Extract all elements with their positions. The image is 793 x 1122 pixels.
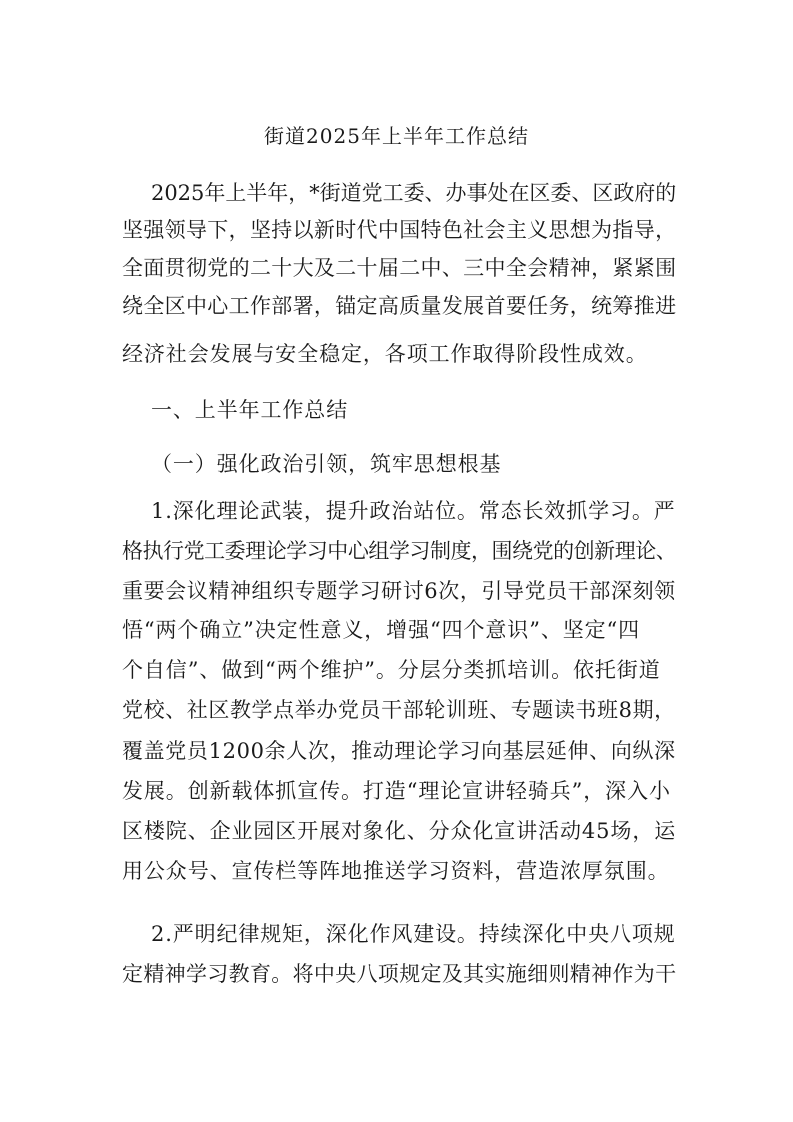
paragraph-line: 格执行党工委理论学习中心组学习制度，围绕党的创新理论、 [122,539,677,563]
paragraph-line: 党校、社区教学点举办党员干部轮训班、专题读书班8期， [122,698,676,722]
intro-line: 全面贯彻党的二十大及二十届二中、三中全会精神，紧紧围 [122,256,677,280]
paragraph-line: 个自信”、做到“两个维护”。分层分类抓培训。依托街道 [122,658,661,682]
paragraph-line: 发展。创新载体抓宣传。打造“理论宣讲轻骑兵”，深入小 [122,779,671,803]
intro-line: 经济社会发展与安全稳定，各项工作取得阶段性成效。 [122,342,648,366]
section-heading: 一、上半年工作总结 [151,398,349,422]
paragraph-line: 悟“两个确立”决定性意义，增强“四个意识”、坚定“四 [122,618,641,642]
intro-line: 2025年上半年，*街道党工委、办事处在区委、区政府的 [151,181,677,205]
subsection-heading: （一）强化政治引领，筑牢思想根基 [151,452,502,476]
paragraph-line: 覆盖党员1200余人次，推动理论学习向基层延伸、向纵深 [122,739,676,763]
paragraph-line: 定精神学习教育。将中央八项规定及其实施细则精神作为干 [122,962,677,986]
paragraph-line: 用公众号、宣传栏等阵地推送学习资料，营造浓厚氛围。 [122,859,670,883]
intro-line: 坚强领导下，坚持以新时代中国特色社会主义思想为指导， [122,218,677,242]
paragraph-line: 1.深化理论武装，提升政治站位。常态长效抓学习。严 [151,499,676,523]
paragraph-line: 区楼院、企业园区开展对象化、分众化宣讲活动45场，运 [122,819,677,843]
document-title: 街道2025年上半年工作总结 [264,124,529,148]
intro-line: 绕全区中心工作部署，锚定高质量发展首要任务，统筹推进 [122,294,677,318]
paragraph-line: 2.严明纪律规矩，深化作风建设。持续深化中央八项规 [151,922,676,946]
paragraph-line: 重要会议精神组织专题学习研讨6次，引导党员干部深刻领 [122,579,676,603]
